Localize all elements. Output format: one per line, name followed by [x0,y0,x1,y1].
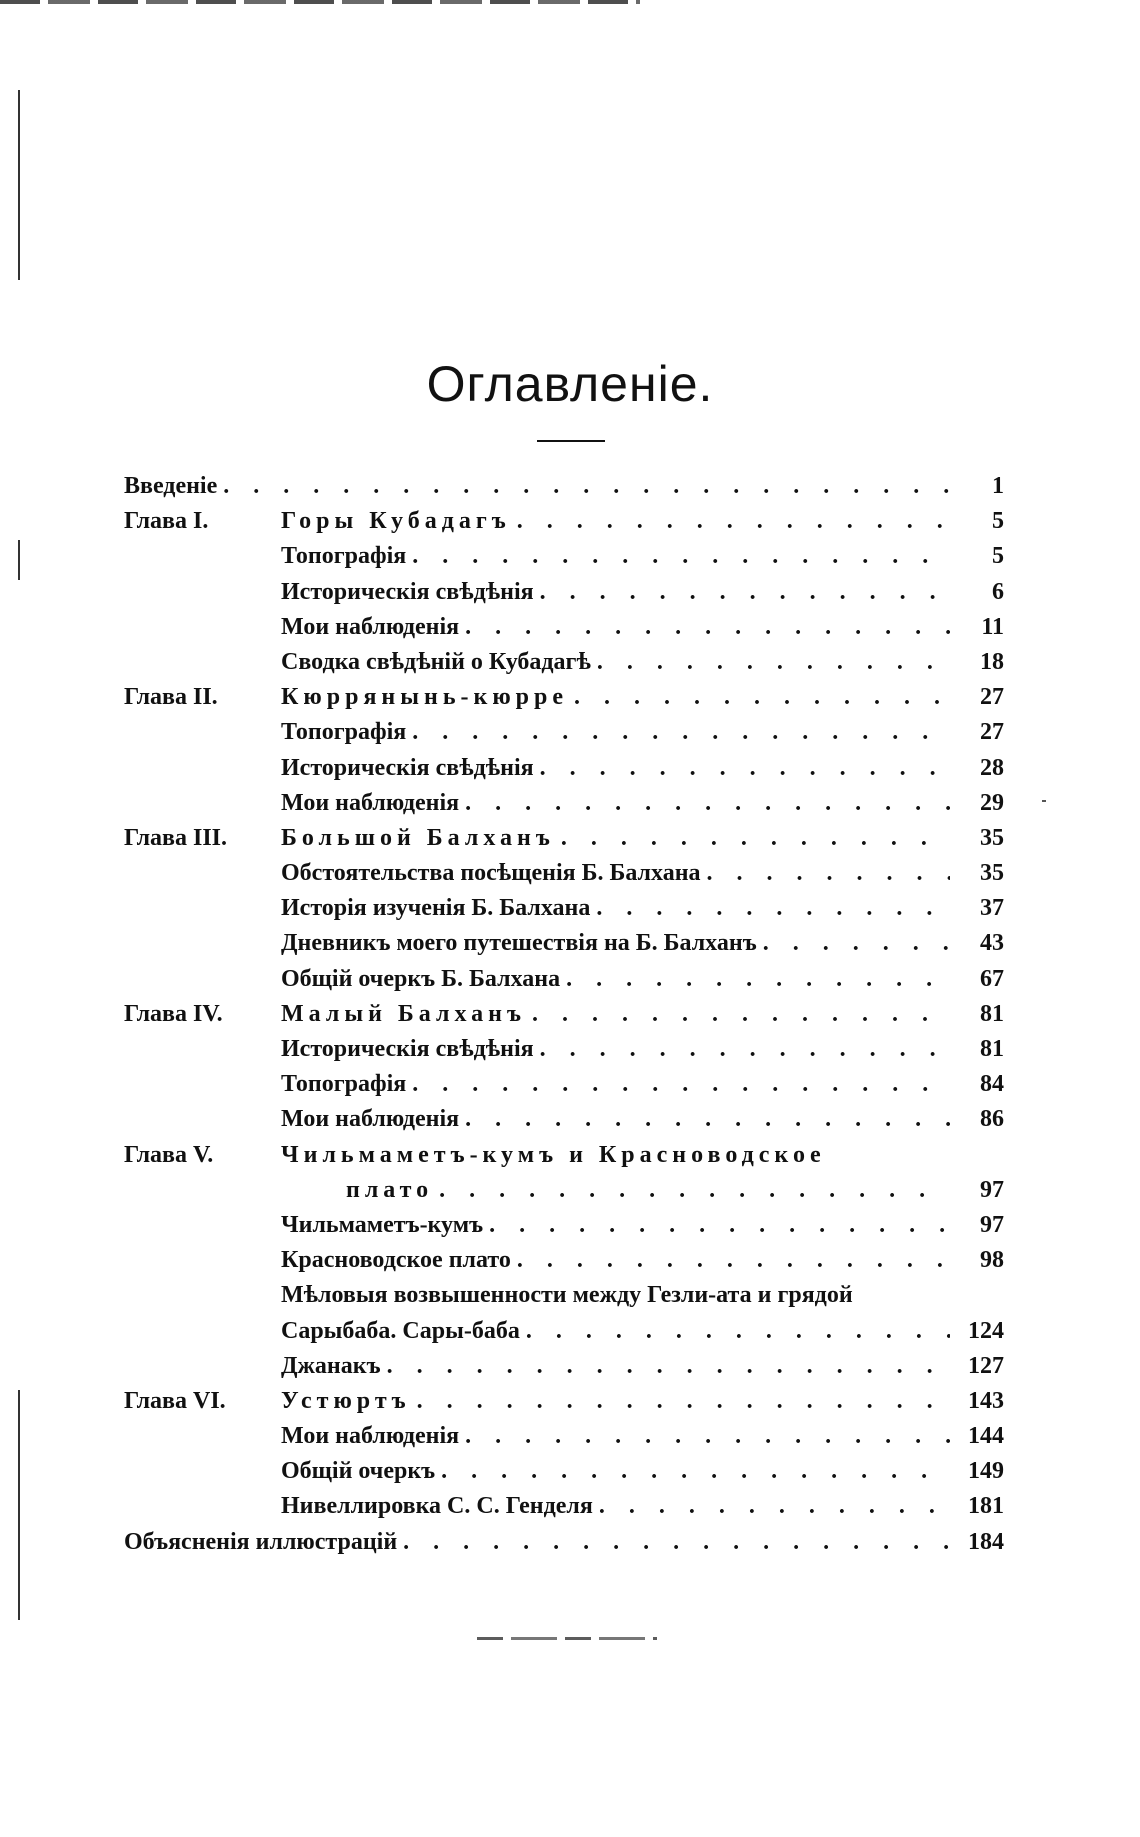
toc-page-number: 37 [980,895,1004,922]
toc-page-number: 84 [980,1071,1004,1098]
title-rule [537,440,605,442]
section-title: Общій очеркъ Б. Балхана [281,965,561,992]
toc-row-intro[interactable] [124,469,1004,504]
toc-page-number: 81 [980,1036,1004,1062]
toc-row-section[interactable] [124,575,1004,610]
dot-leader [441,1454,950,1489]
dot-leader [597,645,950,680]
dot-leader [412,1067,950,1102]
section-title: Общій очеркъ [281,1458,436,1485]
section-title: Чильмаметъ-кумъ [281,1211,484,1238]
section-title: Сарыбаба. Сары-баба [281,1317,520,1344]
toc-page-number: 27 [980,719,1004,746]
dot-leader [417,1384,950,1419]
toc-page-number: 67 [980,965,1004,992]
toc-row-appendix[interactable] [124,1525,1004,1560]
chapter-title: Чильмаметъ-кумъ и Красноводское [281,1141,826,1168]
dot-leader [387,1349,950,1384]
toc-row-chapter[interactable] [124,1138,1004,1173]
scan-left-edge-mark [18,90,20,280]
toc-label: Введеніе [124,473,218,499]
toc-page-number: 149 [968,1458,1004,1485]
toc-page-number: 27 [980,684,1004,711]
toc-page-number: 5 [992,508,1004,535]
toc-page-number: 181 [968,1493,1004,1520]
toc-row-section[interactable] [124,1419,1004,1454]
section-title: Мои наблюденія [281,789,460,816]
toc-row-section[interactable] [124,856,1004,891]
toc-row-section[interactable] [124,1067,1004,1102]
chapter-number: Глава II. [124,684,218,711]
toc-row-section[interactable] [124,1489,1004,1524]
toc-row-section[interactable] [124,1032,1004,1067]
chapter-number: Глава I. [124,508,209,535]
chapter-number: Глава IV. [124,1000,223,1027]
dot-leader [439,1173,950,1208]
chapter-title: Малый Балханъ [281,1000,526,1027]
toc-page-number: 1 [992,473,1004,499]
toc-page-number: 35 [980,860,1004,887]
dot-leader [465,1419,950,1454]
toc-page-number: 184 [968,1528,1004,1555]
toc-row-section[interactable] [124,786,1004,821]
toc-row-section[interactable] [124,891,1004,926]
dot-leader [465,610,950,645]
section-title: Мои наблюденія [281,1423,460,1450]
toc-row-section[interactable] [124,962,1004,997]
toc-page-number: 28 [980,754,1004,781]
toc-page-number: 86 [980,1106,1004,1133]
dot-leader [540,751,950,786]
section-title: Исторія изученія Б. Балхана [281,895,591,922]
section-title: Нивеллировка С. С. Генделя [281,1493,593,1520]
toc-row-section[interactable] [124,610,1004,645]
chapter-number: Глава III. [124,824,228,851]
toc-row-section[interactable] [124,1349,1004,1384]
section-title: Мѣловыя возвышенности между Гезли-ата и грядой [281,1282,853,1309]
toc-row-chapter[interactable] [124,997,1004,1032]
toc-page-number: 5 [992,543,1004,570]
dot-leader [403,1525,950,1560]
section-title: Дневникъ моего путешествія на Б. Балханъ [281,930,757,957]
dot-leader [517,504,950,539]
toc-row-section[interactable] [124,1208,1004,1243]
section-title: Мои наблюденія [281,613,460,640]
section-title: Обстоятельства посѣщенія Б. Балхана [281,860,701,887]
toc-row-chapter[interactable] [124,821,1004,856]
toc-row-chapter[interactable] [124,680,1004,715]
dot-leader [465,1102,950,1137]
toc-row-section[interactable] [124,1454,1004,1489]
toc-page-number: 144 [968,1423,1004,1450]
dot-leader [517,1243,950,1278]
dot-leader [540,1032,950,1067]
toc-page-number: 143 [968,1387,1004,1414]
toc-row-section[interactable] [124,751,1004,786]
toc-label: Объясненія иллюстрацій [124,1528,398,1555]
toc-page-number: 18 [980,648,1004,675]
toc-row-section-continued[interactable] [124,1314,1004,1349]
toc-row-section[interactable] [124,926,1004,961]
dot-leader [540,575,950,610]
dot-leader [763,926,950,961]
chapter-title: Кюррянынь-кюрре [281,684,569,711]
toc-row-section[interactable] [124,1102,1004,1137]
toc-page-number: 98 [980,1247,1004,1274]
scan-speck [1042,800,1046,802]
section-title: Сводка свѣдѣній о Кубадагѣ [281,648,591,675]
toc-row-section[interactable] [124,645,1004,680]
toc-page-number: 6 [992,578,1004,605]
toc-page-number: 97 [980,1176,1004,1203]
chapter-title: Горы Кубадагъ [281,508,511,535]
toc-page-number: 29 [980,789,1004,816]
toc-row-chapter-continued[interactable] [124,1173,1004,1208]
dot-leader [566,962,950,997]
section-title: Джанакъ [281,1352,381,1379]
chapter-number: Глава V. [124,1141,214,1168]
toc-page-number: 124 [968,1317,1004,1344]
dot-leader [707,856,950,891]
chapter-title: Устюртъ [281,1387,411,1414]
dot-leader [489,1208,950,1243]
toc-row-chapter[interactable] [124,504,1004,539]
dot-leader [532,997,950,1032]
chapter-title: плато [346,1176,434,1203]
toc-row-section[interactable] [124,1278,1004,1313]
section-title: Историческія свѣдѣнія [281,1036,534,1062]
toc-page-number: 81 [980,1000,1004,1027]
section-title: Топографія [281,1071,407,1098]
toc-page-number: 43 [980,930,1004,957]
table-of-contents [124,469,1004,1560]
toc-row-section[interactable] [124,715,1004,750]
chapter-title: Большой Балханъ [281,824,555,851]
toc-page-number: 127 [968,1352,1004,1379]
toc-row-chapter[interactable] [124,1384,1004,1419]
toc-row-section[interactable] [124,1243,1004,1278]
scan-left-edge-mark [18,1390,20,1620]
section-title: Мои наблюденія [281,1106,460,1133]
section-title: Красноводское плато [281,1247,511,1274]
toc-page-number: 35 [980,824,1004,851]
dot-leader [574,680,950,715]
scan-bottom-mark [477,1637,657,1640]
dot-leader [465,786,950,821]
toc-page-number: 97 [980,1211,1004,1238]
dot-leader [412,539,950,574]
toc-row-section[interactable] [124,539,1004,574]
page-title: Оглавленіе. [426,356,714,412]
scan-left-edge-mark [18,540,20,580]
section-title: Историческія свѣдѣнія [281,578,534,605]
dot-leader [412,715,950,750]
section-title: Топографія [281,719,407,746]
dot-leader [526,1314,950,1349]
chapter-number: Глава VI. [124,1387,226,1414]
dot-leader [561,821,950,856]
section-title: Историческія свѣдѣнія [281,754,534,781]
section-title: Топографія [281,543,407,570]
dot-leader [596,891,950,926]
toc-page-number: 11 [981,613,1004,640]
dot-leader [223,469,950,504]
scan-top-edge-mark [0,0,640,4]
dot-leader [599,1489,950,1524]
